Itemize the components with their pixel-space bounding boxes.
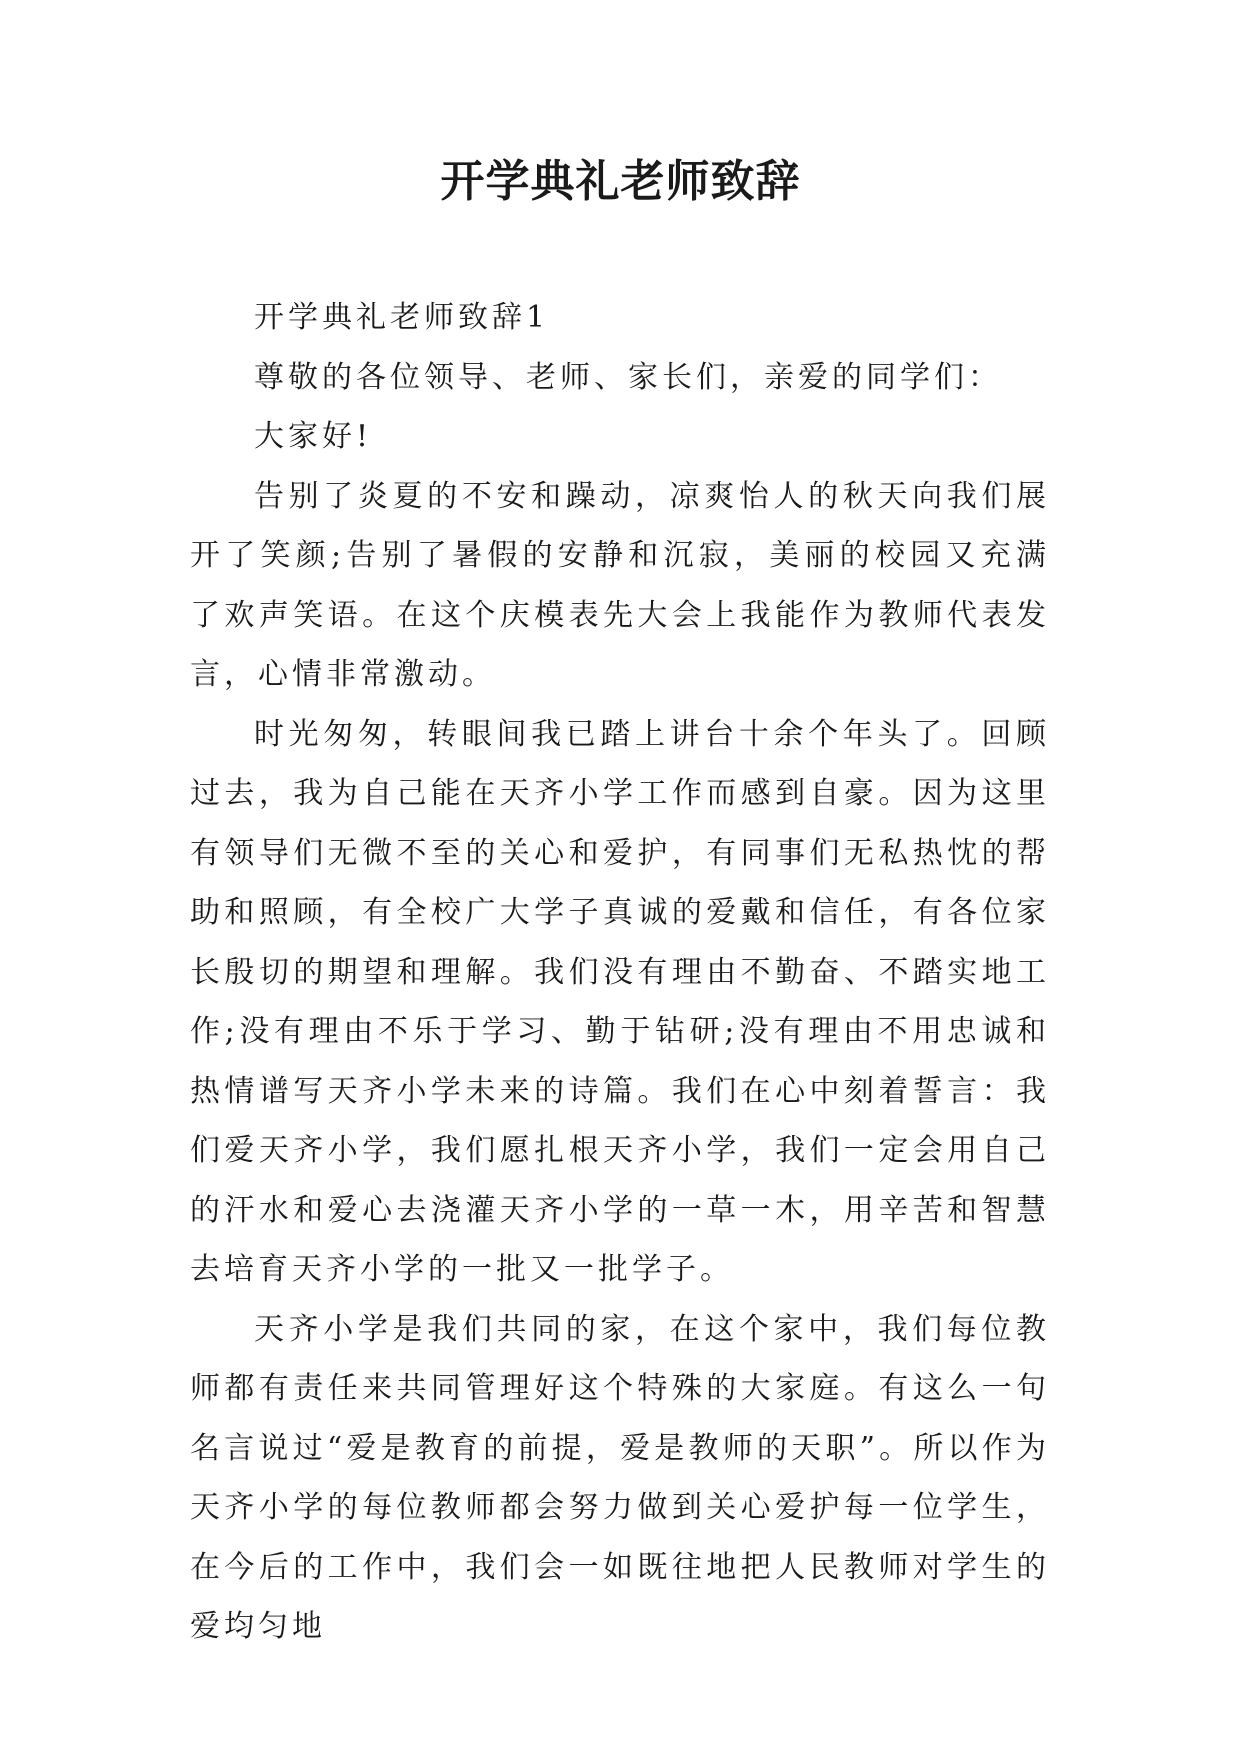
paragraph: 告别了炎夏的不安和躁动，凉爽怡人的秋天向我们展开了笑颜;告别了暑假的安静和沉寂，美丽的校园又充满了欢声笑语。在这个庆模表先大会上我能作为教师代表发言，心情非常激动。 bbox=[190, 478, 1050, 692]
document-body bbox=[190, 288, 1050, 1657]
section-heading: 开学典礼老师致辞1 bbox=[254, 300, 550, 335]
paragraph: 时光匆匆，转眼间我已踏上讲台十余个年头了。回顾过去，我为自己能在天齐小学工作而感到自豪。因为这里有领导们无微不至的关心和爱护，有同事们无私热忱的帮助和照顾，有全校广大学子真诚的爱戴和信任，有各位家长殷切的期望和理解。我们没有理由不勤奋、不踏实地工作;没有理由不乐于学习、勤于钻研;没有理由不用忠诚和热情谱写天齐小学未来的诗篇。我们在心中刻着誓言：我们爱天齐小学，我们愿扎根天齐小学，我们一定会用自己的汗水和爱心去浇灌天齐小学的一草一木，用辛苦和智慧去培育天齐小学的一批又一批学子。 bbox=[190, 716, 1050, 1287]
document-title: 开学典礼老师致辞 bbox=[440, 156, 801, 207]
greeting: 大家好! bbox=[254, 419, 373, 454]
paragraph: 天齐小学是我们共同的家，在这个家中，我们每位教师都有责任来共同管理好这个特殊的大家庭。有这么一句名言说过“爱是教育的前提，爱是教师的天职”。所以作为天齐小学的每位教师都会努力做到关心爱护每一位学生，在今后的工作中，我们会一如既往地把人民教师对学生的爱均匀地 bbox=[190, 1311, 1050, 1644]
salutation: 尊敬的各位领导、老师、家长们，亲爱的同学们： bbox=[254, 359, 1002, 395]
